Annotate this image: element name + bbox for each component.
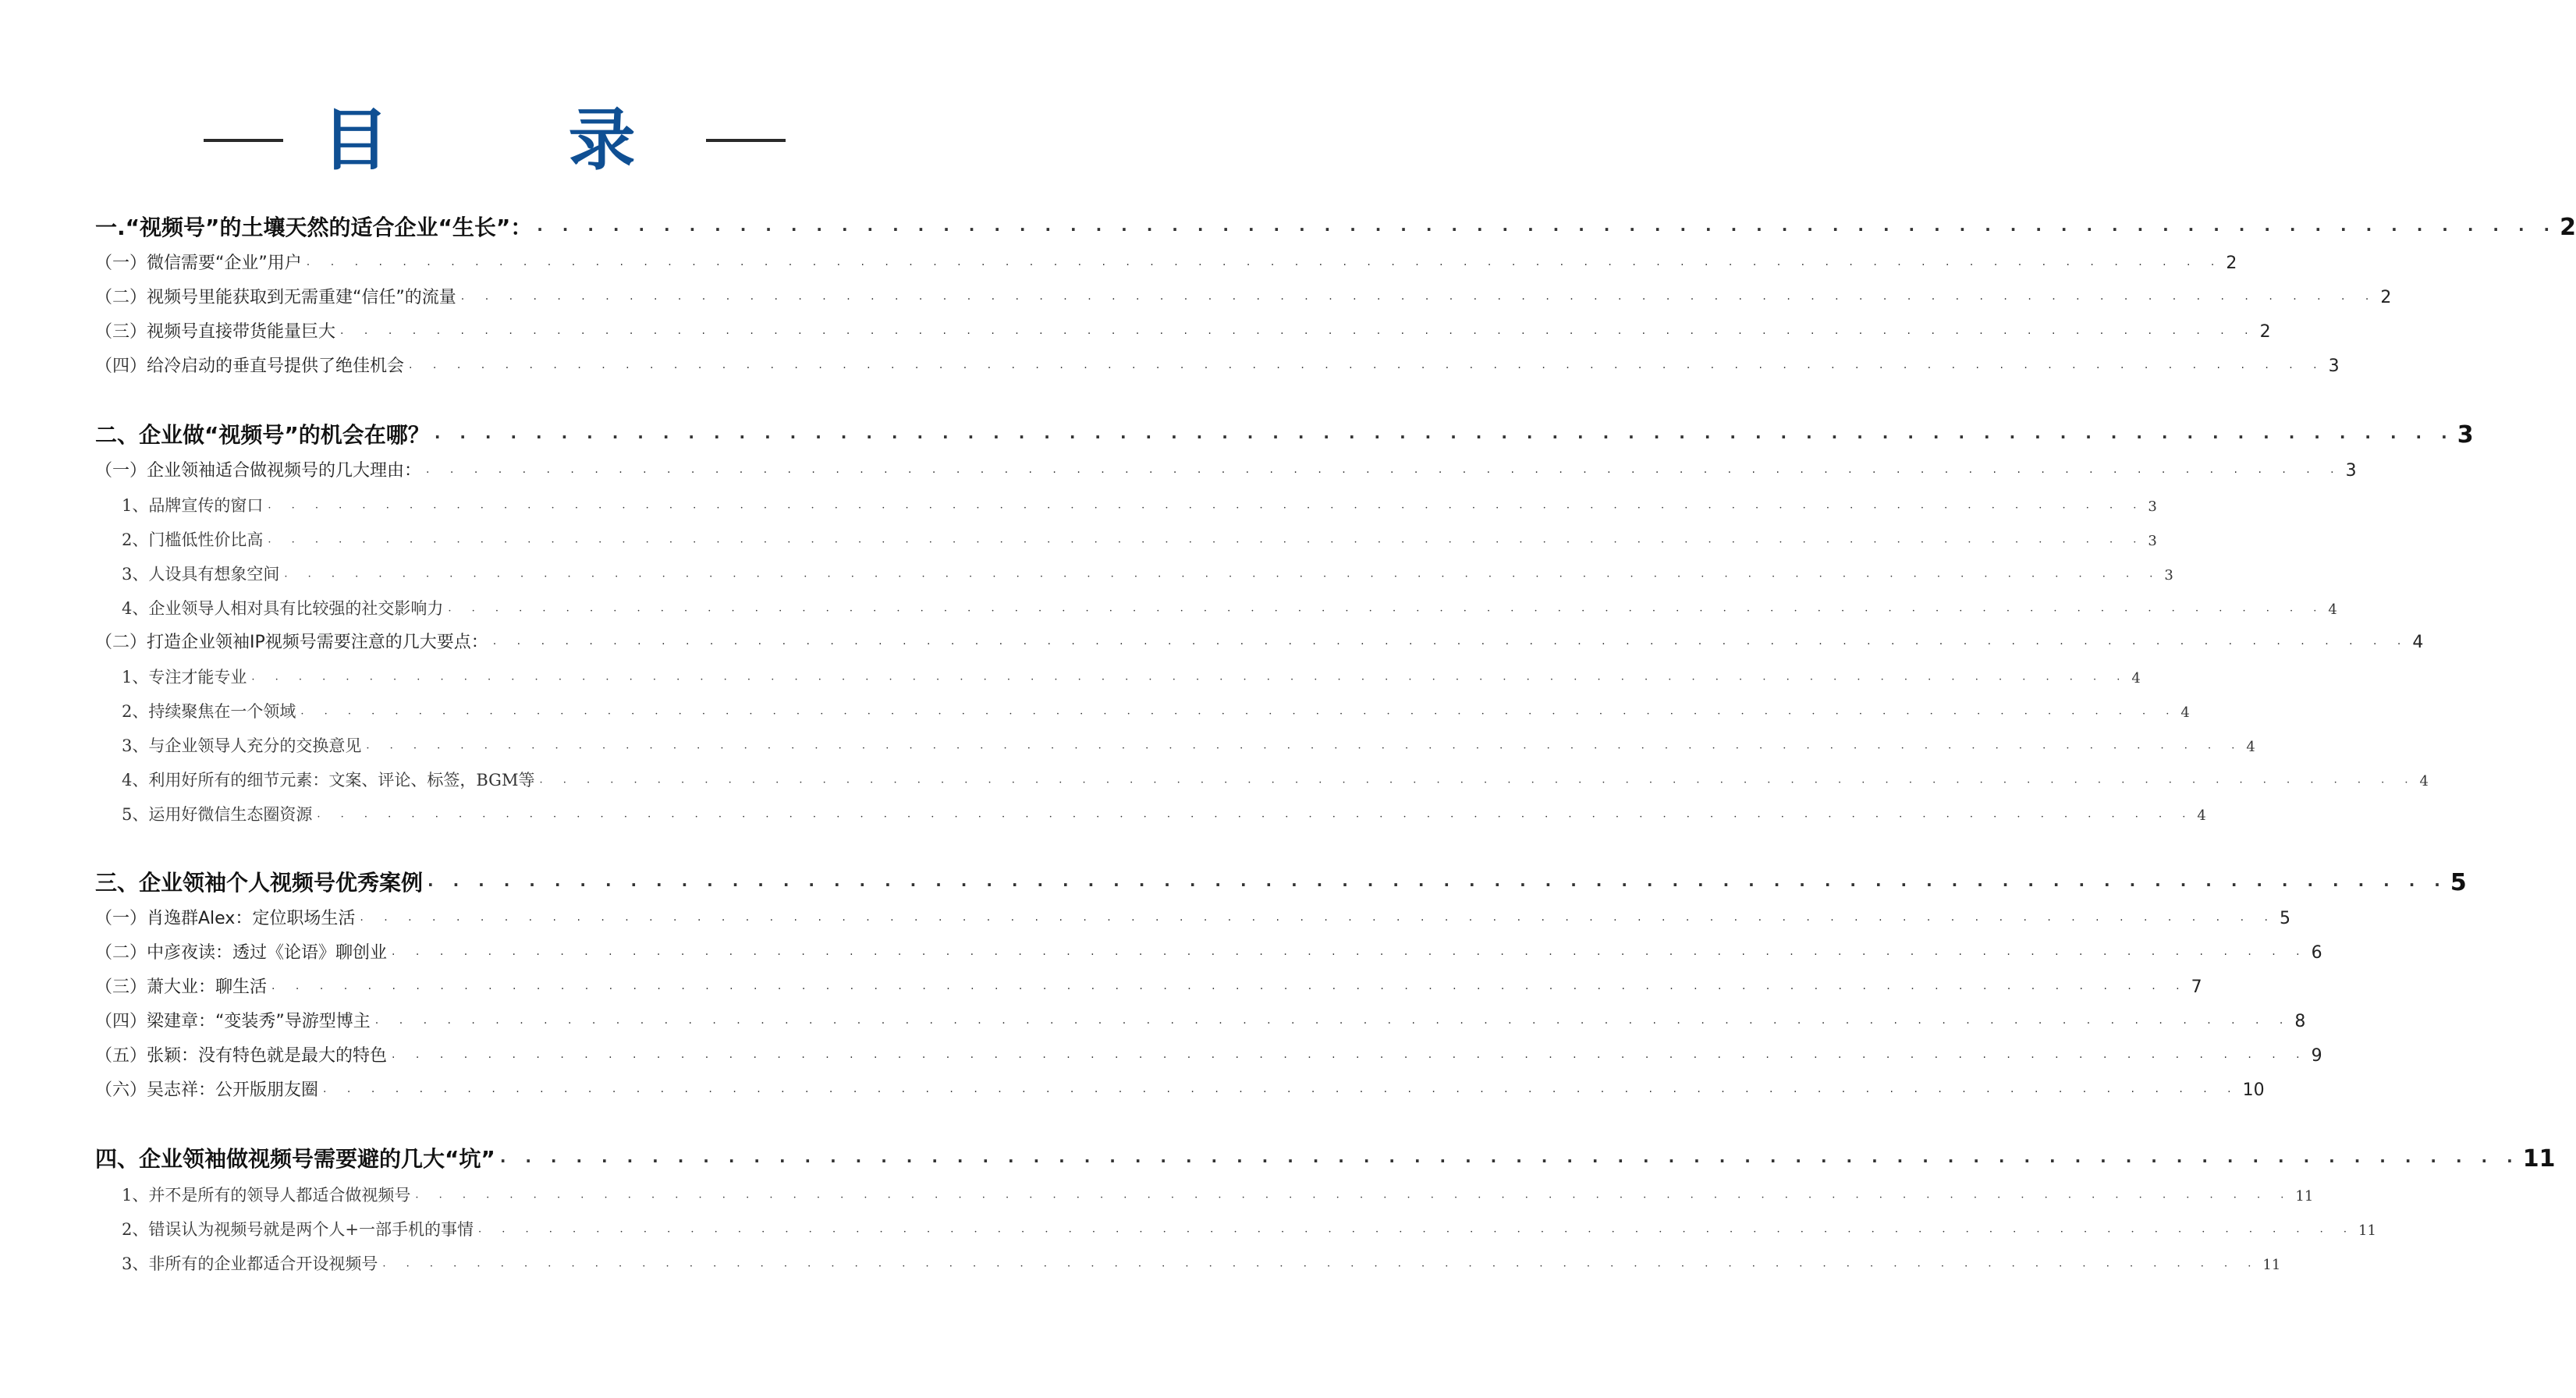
toc-dot-leader: · · · · · · · · · · · · · · · · · · · · · · · · · · · · · · · · · · · · · · · · · · · · · · · · · · · · · · · · · · · · · · · · · · · · · · · · · · · · · · · · — [366, 743, 2244, 754]
toc-dot-leader: · · · · · · · · · · · · · · · · · · · · · · · · · · · · · · · · · · · · · · · · · · · · · · · · · · · · · · · · · · · · · · · · · · · · · · · · · · · · · · · · — [268, 502, 2145, 514]
toc-page-number: 2 — [2380, 288, 2392, 307]
toc-dot-leader: · · · · · · · · · · · · · · · · · · · · · · · · · · · · · · · · · · · · · · · · · · · · · · · · · · · · · · · · · · · · · · · · · · · · · · · · · · · · · · · · — [448, 605, 2326, 617]
toc-entry-label: （四）给冷启动的垂直号提供了绝佳机会 — [95, 357, 405, 376]
toc-entry-h2[interactable] — [95, 1005, 2306, 1039]
toc-dot-leader: · · · · · · · · · · · · · · · · · · · · · · · · · · · · · · · · · · · · · · · · · · · · · · · · · · · · · · · · · · · · · · · · · · · · · · · · · · · · · · · · — [374, 1017, 2292, 1030]
toc-page-number: 4 — [2180, 704, 2190, 721]
toc-page-number: 3 — [2164, 567, 2173, 584]
toc-page-number: 4 — [2419, 773, 2429, 789]
toc-entry-label: （二）打造企业领袖IP视频号需要注意的几大要点： — [95, 633, 488, 652]
toc-dot-leader: · · · · · · · · · · · · · · · · · · · · · · · · · · · · · · · · · · · · · · · · · · · · · · · · · · · · · · · · · · · · · · · · · · · · · · · · · · · · · · · · — [499, 1151, 2520, 1170]
toc-entry-h2[interactable] — [95, 902, 2290, 936]
page-title: 目 录 — [321, 101, 692, 179]
toc-dot-leader: · · · · · · · · · · · · · · · · · · · · · · · · · · · · · · · · · · · · · · · · · · · · · · · · · · · · · · · · · · · · · · · · · · · · · · · · · · · · · · · · — [340, 328, 2257, 340]
toc-entry-h3[interactable] — [95, 797, 2206, 832]
toc-dot-leader: · · · · · · · · · · · · · · · · · · · · · · · · · · · · · · · · · · · · · · · · · · · · · · · · · · · · · · · · · · · · · · · · · · · · · · · · · · · · · · · · — [271, 983, 2188, 995]
toc-entry-h1[interactable] — [95, 417, 2474, 454]
toc-entry-h3[interactable] — [95, 1212, 2376, 1247]
toc-dot-leader: · · · · · · · · · · · · · · · · · · · · · · · · · · · · · · · · · · · · · · · · · · · · · · · · · · · · · · · · · · · · · · · · · · · · · · · · · · · · · · · · — [268, 537, 2145, 548]
toc-entry-h3[interactable] — [95, 1247, 2281, 1281]
toc-entry-label: （一）肖逸群Alex：定位职场生活 — [95, 909, 356, 928]
toc-dot-leader: · · · · · · · · · · · · · · · · · · · · · · · · · · · · · · · · · · · · · · · · · · · · · · · · · · · · · · · · · · · · · · · · · · · · · · · · · · · · · · · · — [392, 949, 2308, 961]
toc-entry-label: （三）萧大业：聊生活 — [95, 978, 268, 997]
toc-page-number: 9 — [2311, 1046, 2322, 1066]
toc-dot-leader: · · · · · · · · · · · · · · · · · · · · · · · · · · · · · · · · · · · · · · · · · · · · · · · · · · · · · · · · · · · · · · · · · · · · · · · · · · · · · · · · — [251, 674, 2129, 686]
toc-entry-label: （二）中彦夜读：透过《论语》聊创业 — [95, 943, 388, 963]
toc-entry-h2[interactable] — [95, 315, 2271, 350]
toc-page-number: 2 — [2259, 322, 2271, 342]
toc-entry-label: 1、品牌宣传的窗口 — [122, 496, 264, 515]
toc-entry-h2[interactable] — [95, 626, 2424, 660]
toc-entry-label: 4、利用好所有的细节元素：文案、评论、标签，BGM等 — [122, 771, 535, 789]
toc-page-number: 3 — [2148, 499, 2157, 515]
title-right-rule — [706, 139, 786, 142]
table-of-contents — [95, 209, 2576, 1281]
toc-page-number: 3 — [2328, 357, 2340, 376]
toc-entry-h3[interactable] — [95, 488, 2157, 523]
page-header — [0, 98, 988, 183]
toc-dot-leader: · · · · · · · · · · · · · · · · · · · · · · · · · · · · · · · · · · · · · · · · · · · · · · · · · · · · · · · · · · · · · · · · · · · · · · · · · · · · · · · · — [409, 362, 2326, 374]
toc-page-number: 4 — [2197, 807, 2206, 824]
toc-entry-label: （五）张颖：没有特色就是最大的特色 — [95, 1046, 388, 1066]
toc-entry-h2[interactable] — [95, 1073, 2265, 1108]
toc-entry-h2[interactable] — [95, 247, 2237, 281]
toc-page-number: 11 — [2358, 1222, 2376, 1239]
toc-dot-leader: · · · · · · · · · · · · · · · · · · · · · · · · · · · · · · · · · · · · · · · · · · · · · · · · · · · · · · · · · · · · · · · · · · · · · · · · · · · · · · · · — [492, 638, 2410, 651]
toc-entry-label: （六）吴志祥：公开版朋友圈 — [95, 1080, 319, 1100]
toc-page-number: 4 — [2131, 670, 2141, 687]
toc-entry-h3[interactable] — [95, 763, 2429, 797]
toc-page-number: 4 — [2412, 633, 2424, 652]
toc-page-number: 11 — [2262, 1257, 2281, 1273]
toc-dot-leader: · · · · · · · · · · · · · · · · · · · · · · · · · · · · · · · · · · · · · · · · · · · · · · · · · · · · · · · · · · · · · · · · · · · · · · · · · · · · · · · · — [434, 428, 2454, 446]
toc-entry-h1[interactable] — [95, 1141, 2556, 1178]
toc-dot-leader: · · · · · · · · · · · · · · · · · · · · · · · · · · · · · · · · · · · · · · · · · · · · · · · · · · · · · · · · · · · · · · · · · · · · · · · · · · · · · · · · — [317, 811, 2195, 823]
toc-entry-label: 二、企业做“视频号”的机会在哪？ — [95, 422, 430, 448]
toc-dot-leader: · · · · · · · · · · · · · · · · · · · · · · · · · · · · · · · · · · · · · · · · · · · · · · · · · · · · · · · · · · · · · · · · · · · · · · · · · · · · · · · · — [428, 875, 2447, 894]
toc-page-number: 4 — [2328, 601, 2337, 618]
toc-entry-label: （一）企业领袖适合做视频号的几大理由： — [95, 461, 422, 481]
toc-entry-label: （四）梁建章：“变装秀”导游型博主 — [95, 1012, 371, 1031]
toc-page-number: 3 — [2457, 421, 2474, 449]
toc-page-number: 6 — [2311, 943, 2322, 963]
toc-page-number: 5 — [2450, 869, 2467, 896]
toc-page-number: 5 — [2279, 909, 2290, 928]
toc-entry-label: （二）视频号里能获取到无需重建“信任”的流量 — [95, 288, 456, 307]
toc-entry-h3[interactable] — [95, 591, 2337, 626]
toc-entry-label: 四、企业领袖做视频号需要避的几大“坑” — [95, 1146, 495, 1172]
toc-entry-label: 2、门槛低性价比高 — [122, 530, 264, 549]
toc-entry-label: 一.“视频号”的土壤天然的适合企业“生长”： — [95, 215, 533, 240]
toc-dot-leader: · · · · · · · · · · · · · · · · · · · · · · · · · · · · · · · · · · · · · · · · · · · · · · · · · · · · · · · · · · · · · · · · · · · · · · · · · · · · · · · · — [306, 259, 2223, 271]
toc-page-number: 3 — [2148, 533, 2157, 549]
toc-dot-leader: · · · · · · · · · · · · · · · · · · · · · · · · · · · · · · · · · · · · · · · · · · · · · · · · · · · · · · · · · · · · · · · · · · · · · · · · · · · · · · · · — [300, 708, 2178, 720]
toc-page-number: 8 — [2294, 1012, 2306, 1031]
toc-entry-h3[interactable] — [95, 1178, 2314, 1212]
toc-dot-leader: · · · · · · · · · · · · · · · · · · · · · · · · · · · · · · · · · · · · · · · · · · · · · · · · · · · · · · · · · · · · · · · · · · · · · · · · · · · · · · · · — [382, 1261, 2260, 1272]
toc-entry-h3[interactable] — [95, 729, 2255, 763]
toc-dot-leader: · · · · · · · · · · · · · · · · · · · · · · · · · · · · · · · · · · · · · · · · · · · · · · · · · · · · · · · · · · · · · · · · · · · · · · · · · · · · · · · · — [426, 467, 2343, 479]
toc-dot-leader: · · · · · · · · · · · · · · · · · · · · · · · · · · · · · · · · · · · · · · · · · · · · · · · · · · · · · · · · · · · · · · · · · · · · · · · · · · · · · · · · — [477, 1226, 2356, 1238]
toc-page-number: 11 — [2295, 1188, 2314, 1205]
section-gap — [95, 384, 897, 417]
toc-entry-label: 三、企业领袖个人视频号优秀案例 — [95, 870, 424, 896]
toc-entry-h1[interactable] — [95, 864, 2467, 902]
toc-page-number: 3 — [2345, 461, 2357, 481]
toc-entry-h2[interactable] — [95, 281, 2392, 315]
toc-dot-leader: · · · · · · · · · · · · · · · · · · · · · · · · · · · · · · · · · · · · · · · · · · · · · · · · · · · · · · · · · · · · · · · · · · · · · · · · · · · · · · · · — [323, 1086, 2240, 1098]
toc-entry-h2[interactable] — [95, 970, 2202, 1005]
toc-entry-h3[interactable] — [95, 694, 2190, 729]
toc-entry-h3[interactable] — [95, 660, 2141, 694]
toc-entry-label: 1、并不是所有的领导人都适合做视频号 — [122, 1186, 411, 1205]
toc-entry-label: 2、错误认为视频号就是两个人+一部手机的事情 — [122, 1220, 474, 1239]
toc-entry-h2[interactable] — [95, 454, 2357, 488]
toc-entry-label: （三）视频号直接带货能量巨大 — [95, 322, 336, 342]
toc-entry-label: 2、持续聚焦在一个领域 — [122, 702, 296, 721]
toc-entry-label: （一）微信需要“企业”用户 — [95, 254, 302, 273]
toc-dot-leader: · · · · · · · · · · · · · · · · · · · · · · · · · · · · · · · · · · · · · · · · · · · · · · · · · · · · · · · · · · · · · · · · · · · · · · · · · · · · · · · · — [360, 914, 2276, 927]
toc-entry-label: 5、运用好微信生态圈资源 — [122, 805, 313, 824]
toc-entry-label: 3、与企业领导人充分的交换意见 — [122, 736, 362, 755]
toc-dot-leader: · · · · · · · · · · · · · · · · · · · · · · · · · · · · · · · · · · · · · · · · · · · · · · · · · · · · · · · · · · · · · · · · · · · · · · · · · · · · · · · · — [537, 220, 2557, 239]
toc-dot-leader: · · · · · · · · · · · · · · · · · · · · · · · · · · · · · · · · · · · · · · · · · · · · · · · · · · · · · · · · · · · · · · · · · · · · · · · · · · · · · · · · — [392, 1052, 2308, 1064]
toc-entry-label: 3、人设具有想象空间 — [122, 565, 280, 584]
toc-dot-leader: · · · · · · · · · · · · · · · · · · · · · · · · · · · · · · · · · · · · · · · · · · · · · · · · · · · · · · · · · · · · · · · · · · · · · · · · · · · · · · · · — [415, 1192, 2293, 1204]
toc-entry-h3[interactable] — [95, 523, 2157, 557]
section-gap — [95, 832, 897, 864]
toc-entry-h1[interactable] — [95, 209, 2576, 247]
toc-entry-label: 4、企业领导人相对具有比较强的社交影响力 — [122, 599, 444, 618]
toc-entry-h2[interactable] — [95, 936, 2322, 970]
toc-dot-leader: · · · · · · · · · · · · · · · · · · · · · · · · · · · · · · · · · · · · · · · · · · · · · · · · · · · · · · · · · · · · · · · · · · · · · · · · · · · · · · · · — [460, 293, 2378, 306]
toc-page-number: 7 — [2191, 978, 2202, 997]
toc-page-number: 10 — [2242, 1080, 2265, 1100]
toc-entry-h2[interactable] — [95, 350, 2340, 384]
toc-page-number: 2 — [2560, 214, 2576, 241]
toc-dot-leader: · · · · · · · · · · · · · · · · · · · · · · · · · · · · · · · · · · · · · · · · · · · · · · · · · · · · · · · · · · · · · · · · · · · · · · · · · · · · · · · · — [539, 777, 2417, 789]
toc-entry-label: 1、专注才能专业 — [122, 668, 247, 687]
section-gap — [95, 1108, 897, 1141]
toc-page-number: 2 — [2226, 254, 2237, 273]
toc-dot-leader: · · · · · · · · · · · · · · · · · · · · · · · · · · · · · · · · · · · · · · · · · · · · · · · · · · · · · · · · · · · · · · · · · · · · · · · · · · · · · · · · — [284, 571, 2162, 583]
title-left-rule — [204, 139, 283, 142]
toc-page-number: 11 — [2522, 1145, 2556, 1173]
toc-page-number: 4 — [2246, 739, 2255, 755]
toc-entry-h2[interactable] — [95, 1039, 2322, 1073]
toc-entry-label: 3、非所有的企业都适合开设视频号 — [122, 1254, 378, 1273]
toc-entry-h3[interactable] — [95, 557, 2173, 591]
